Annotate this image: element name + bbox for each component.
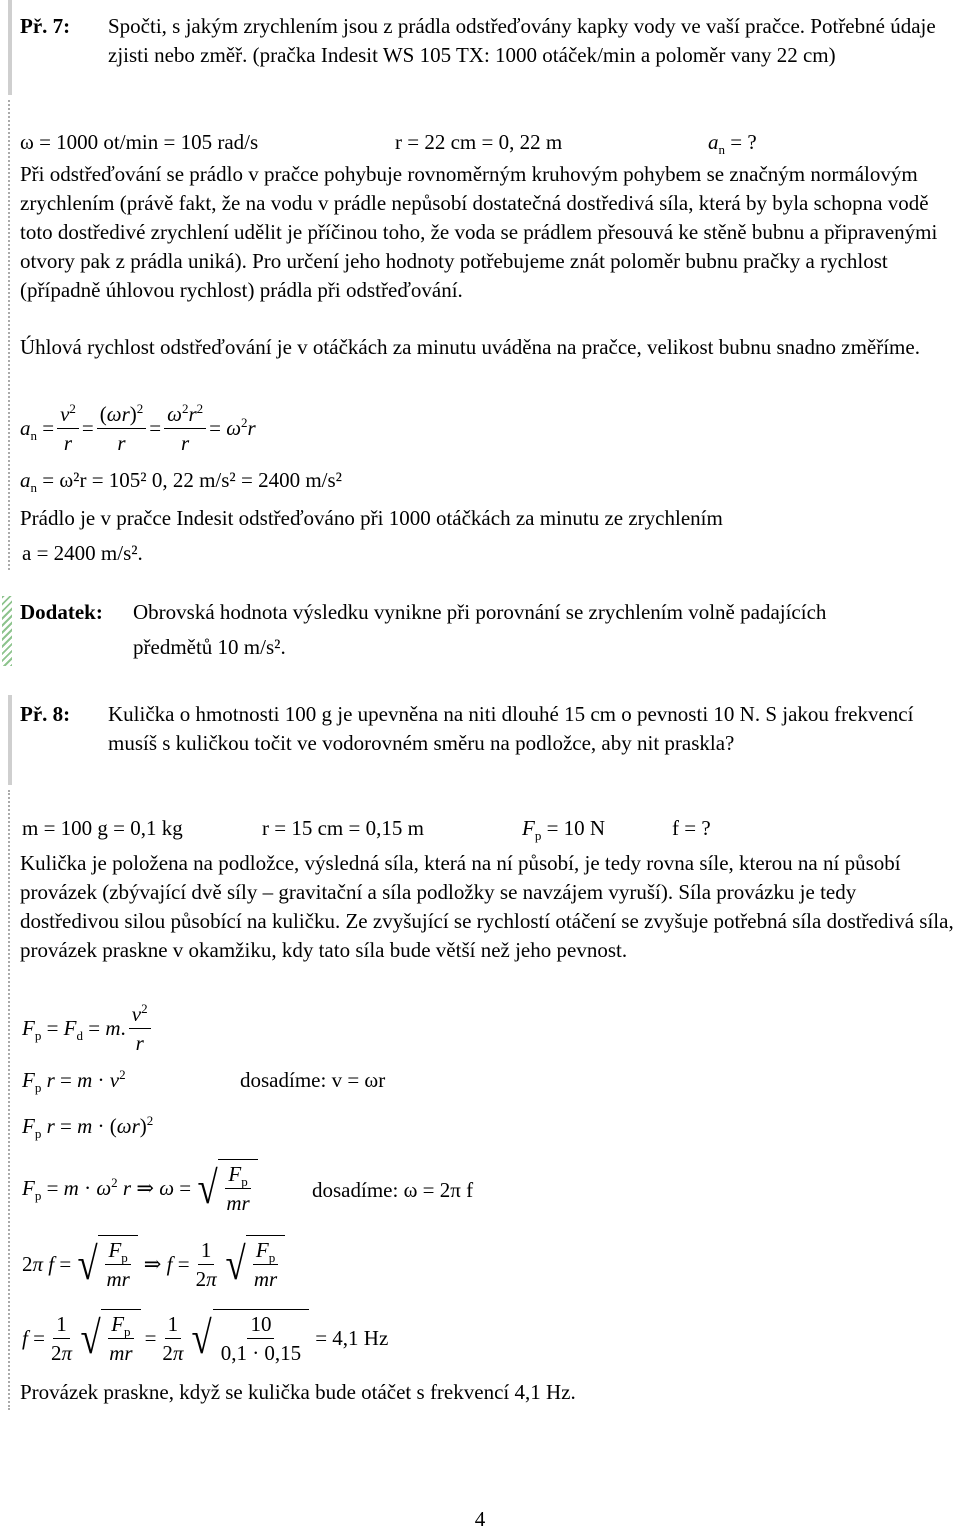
equation-an-value: $a_n = \omega^2r = 105^2$ 0, 22 m/s² = 2400 m/s² (20, 468, 342, 495)
task7-explanation: Při odstřeďování se prádlo v pračce pohybuje rovnoměrným kruhovým pohybem se značným normálovým zrychlením (právě fakt, že na vodu v prádle nepůsobí dostatečná dostředivá síla, která by byla schopna vodě toto dostředivé zrychlení udělit je příčinou toho, že voda se prádlem přesouvá ke stěně bubnu a připravenými otvory pak z prádla uniká). Pro určení jeho hodnoty potřebujeme znát poloměr bubnu pračky a rychlost (případně úhlovou rychlost) prádla při odstřeďování. (20, 162, 938, 302)
task8-given-F: $F_p = 10$ N (522, 816, 606, 843)
task7-angular-note: Úhlová rychlost odstřeďování je v otáčkách za minutu uváděna na pračce, velikost bubnu snadno změříme. (20, 335, 920, 359)
task8-text: Kulička o hmotnosti 100 g je upevněna na niti dlouhé 15 cm o pevnosti 10 N. S jakou frekvencí musíš s kuličkou točit ve vodorovném směru na podložce, aby nit praskla? (108, 702, 914, 755)
task8-given-m: m = 100 g = 0,1 kg (22, 816, 183, 840)
margin-hatch (2, 596, 12, 666)
task8-assignment (20, 700, 940, 758)
task7-unknown-an: $a_n$ = ? (708, 130, 757, 157)
equation-fp-r-omega: $F_p$ $r = m \cdot (\omega r)^2$ (22, 1113, 154, 1141)
task8-given-r: r = 15 cm = 0,15 m (262, 816, 424, 840)
margin-bar (8, 0, 12, 95)
substitution-v: dosadíme: v = ωr (240, 1068, 386, 1092)
task8-unknown-f: f = ? (672, 816, 711, 840)
equation-frequency-value: f = $\frac{1}{2\pi}$ √ $\frac{F_p}{mr}$ = $\frac{1}{2\pi}$ √ $\frac{10}{0,1 \cdot 0,15}$ = 4,1 Hz (22, 1306, 388, 1370)
dodatek-text: Obrovská hodnota výsledku vynikne při porovnání se zrychlením volně padajících předmětů 10 m/s². (133, 600, 827, 659)
equation-omega: $F_p = m \cdot \omega^2$ r ⇒ ω = √ $\frac{F_p}{mr}$ (22, 1156, 258, 1220)
equation-force-balance: $F_p = F_d = m$. $\frac{v^2}{r}$ (22, 996, 154, 1060)
equation-an-derivation: $a_n$ = $\frac{v^2}{r}$ = $\frac{(\omega r)^2}{r}$ = $\frac{\omega^2r^2}{r}$ = $\omega^2r$ (20, 400, 256, 455)
substitution-omega: dosadíme: ω = 2π f (312, 1178, 474, 1202)
task8-conclusion: Provázek praskne, když se kulička bude otáčet s frekvencí 4,1 Hz. (20, 1380, 576, 1404)
task7-given-omega: ω = 1000 ot/min = 105 rad/s (20, 130, 259, 154)
margin-dotted-line (8, 790, 10, 1410)
task7-label: Př. 7: (20, 14, 71, 38)
task7-given-r: r = 22 cm = 0, 22 m (395, 130, 563, 154)
equation-frequency: 2π f = √ $\frac{F_p}{mr}$ ⇒ f = $\frac{1}{2\pi}$ √ $\frac{F_p}{mr}$ (22, 1232, 285, 1296)
margin-dotted-line (8, 100, 10, 570)
task8-explanation: Kulička je položena na podložce, výsledná síla, která na ní působí, je tedy rovna síle, kterou na ní působí provázek (zbývající dvě síly – gravitační a síla podložky se navzájem vyruší). Síla provázku je tedy dostředivou silou působící na kuličku. Ze zvyšující se rychlostí otáčení se zvyšuje potřebná síla dostředivá síla, provázek praskne v okamžiku, kdy tato síla bude větší než jeho pevnost. (20, 851, 954, 962)
task7-assignment (20, 12, 940, 70)
margin-bar (8, 695, 12, 785)
equation-fp-r-mv2: $F_p$ $r = m \cdot v^2$ (22, 1067, 126, 1095)
task7-result: Prádlo je v pračce Indesit odstřeďováno při 1000 otáčkách za minutu ze zrychlením a = 2400 m/s². (20, 506, 723, 565)
task7-text: Spočti, s jakým zrychlením jsou z prádla odstřeďovány kapky vody ve vaší pračce. Potřebné údaje zjisti nebo změř. (pračka Indesit WS 105 TX: 1000 otáček/min a poloměr vany 22 cm) (108, 14, 936, 67)
dodatek-label: Dodatek: (20, 600, 103, 624)
page-number: 4 (474, 1507, 486, 1531)
task8-label: Př. 8: (20, 702, 71, 726)
